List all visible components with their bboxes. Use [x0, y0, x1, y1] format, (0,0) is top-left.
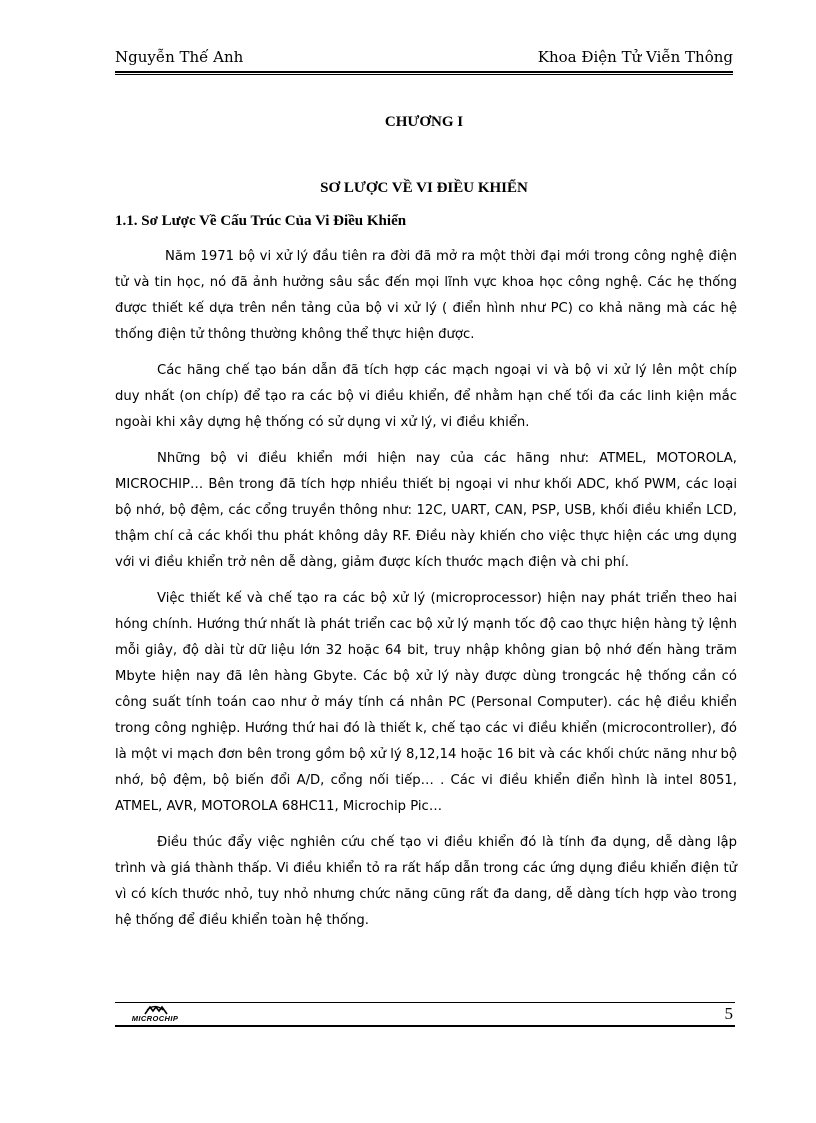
footer-rule-thick	[115, 1025, 735, 1027]
chapter-heading: CHƯƠNG I	[384, 114, 464, 130]
footer-rule-thin	[115, 1002, 735, 1003]
microchip-logo	[115, 1003, 195, 1025]
running-header	[115, 48, 733, 70]
section-heading: 1.1. Sơ Lược Về Cấu Trúc Của Vi Điều Khiển	[115, 213, 407, 229]
header-author: Nguyễn Thế Anh	[115, 48, 244, 66]
header-department: Khoa Điện Tử Viễn Thông	[537, 48, 733, 66]
header-rule-thick	[115, 71, 733, 73]
logo-text: MICROCHIP	[131, 1014, 179, 1023]
page-number: 5	[724, 1004, 733, 1023]
chapter-title: SƠ LƯỢC VỀ VI ĐIỀU KHIỂN	[320, 180, 528, 196]
header-rule-thin	[115, 74, 733, 75]
paragraph: Năm 1971 bộ vi xử lý đầu tiên ra đời đã mở ra một thời đại mới trong công nghệ điện tử và tin học, nó đã ảnh hưởng sâu sắc đến mọi lĩnh vực khoa học công nghệ. Các hẹ thống được thiết kế dựa trên nền tảng của bộ vi xử lý ( điển hình như PC) co khả năng mà các hệ thống điện tử thông thường không thể thực hiện được.	[115, 249, 737, 342]
paragraph: Những bộ vi điều khiển mới hiện nay của các hãng như: ATMEL, MOTOROLA, MICROCHIP… Bên trong đã tích hợp nhiều thiết bị ngoại vi như khối ADC, khố PWM, các loại bộ nhớ, bộ đệm, các cổng truyền thông như: 12C, UART, CAN, PSP, USB, khối điều khiển LCD, thậm chí cả các khối thu phát không dây RF. Điều này khiến cho việc thực hiện các ưng dụng với vi điều khiển trở nên dễ dàng, giảm được kích thước mạch điện và chi phí.	[115, 451, 737, 570]
paragraph: Điều thúc đẩy việc nghiên cứu chế tạo vi điều khiển đó là tính đa dụng, dễ dàng lập trình và giá thành thấp. Vi điều khiển tỏ ra rất hấp dẫn trong các ứng dụng điều khiển điện tử vì có kích thước nhỏ, tuy nhỏ nhưng chức năng cũng rất đa dang, dễ dàng tích hợp vào trong hệ thống để điều khiển toàn hệ thống.	[115, 835, 737, 928]
paragraph: Việc thiết kế và chế tạo ra các bộ xử lý (microprocessor) hiện nay phát triển theo hai hóng chính. Hướng thứ nhất là phát triển cac bộ xử lý mạnh tốc độ cao thực hiện hàng tỷ lệnh mỗi giây, độ dài từ dữ liệu lớn 32 hoặc 64 bit, truy nhập không gian bộ nhớ đến hàng trăm Mbyte hiện nay đã lên hàng Gbyte. Các bộ xử lý này được dùng trongcác hệ thống cần có công suất tính toán cao như ở máy tính cá nhân PC (Personal Computer). các hệ điều khiển trong công nghiệp. Hướng thứ hai đó là thiết k, chế tạo các vi điều khiển (microcontroller), đó là một vi mạch đơn bên trong gồm bộ xử lý 8,12,14 hoặc 16 bit và các khối chức năng như bộ nhớ, bộ đệm, bộ biến đổi A/D, cổng nối tiếp… . Các vi điều khiển điển hình là intel 8051, ATMEL, AVR, MOTOROLA 68HC11, Microchip Pic…	[115, 591, 737, 814]
body-text	[115, 244, 737, 944]
paragraph: Các hãng chế tạo bán dẫn đã tích hợp các mạch ngoại vi và bộ vi xử lý lên một chíp duy nhất (on chíp) để tạo ra các bộ vi điều khiển, để nhằm hạn chế tối đa các linh kiện mắc ngoài khi xây dựng hệ thống có sử dụng vi xử lý, vi điều khiển.	[115, 363, 737, 430]
